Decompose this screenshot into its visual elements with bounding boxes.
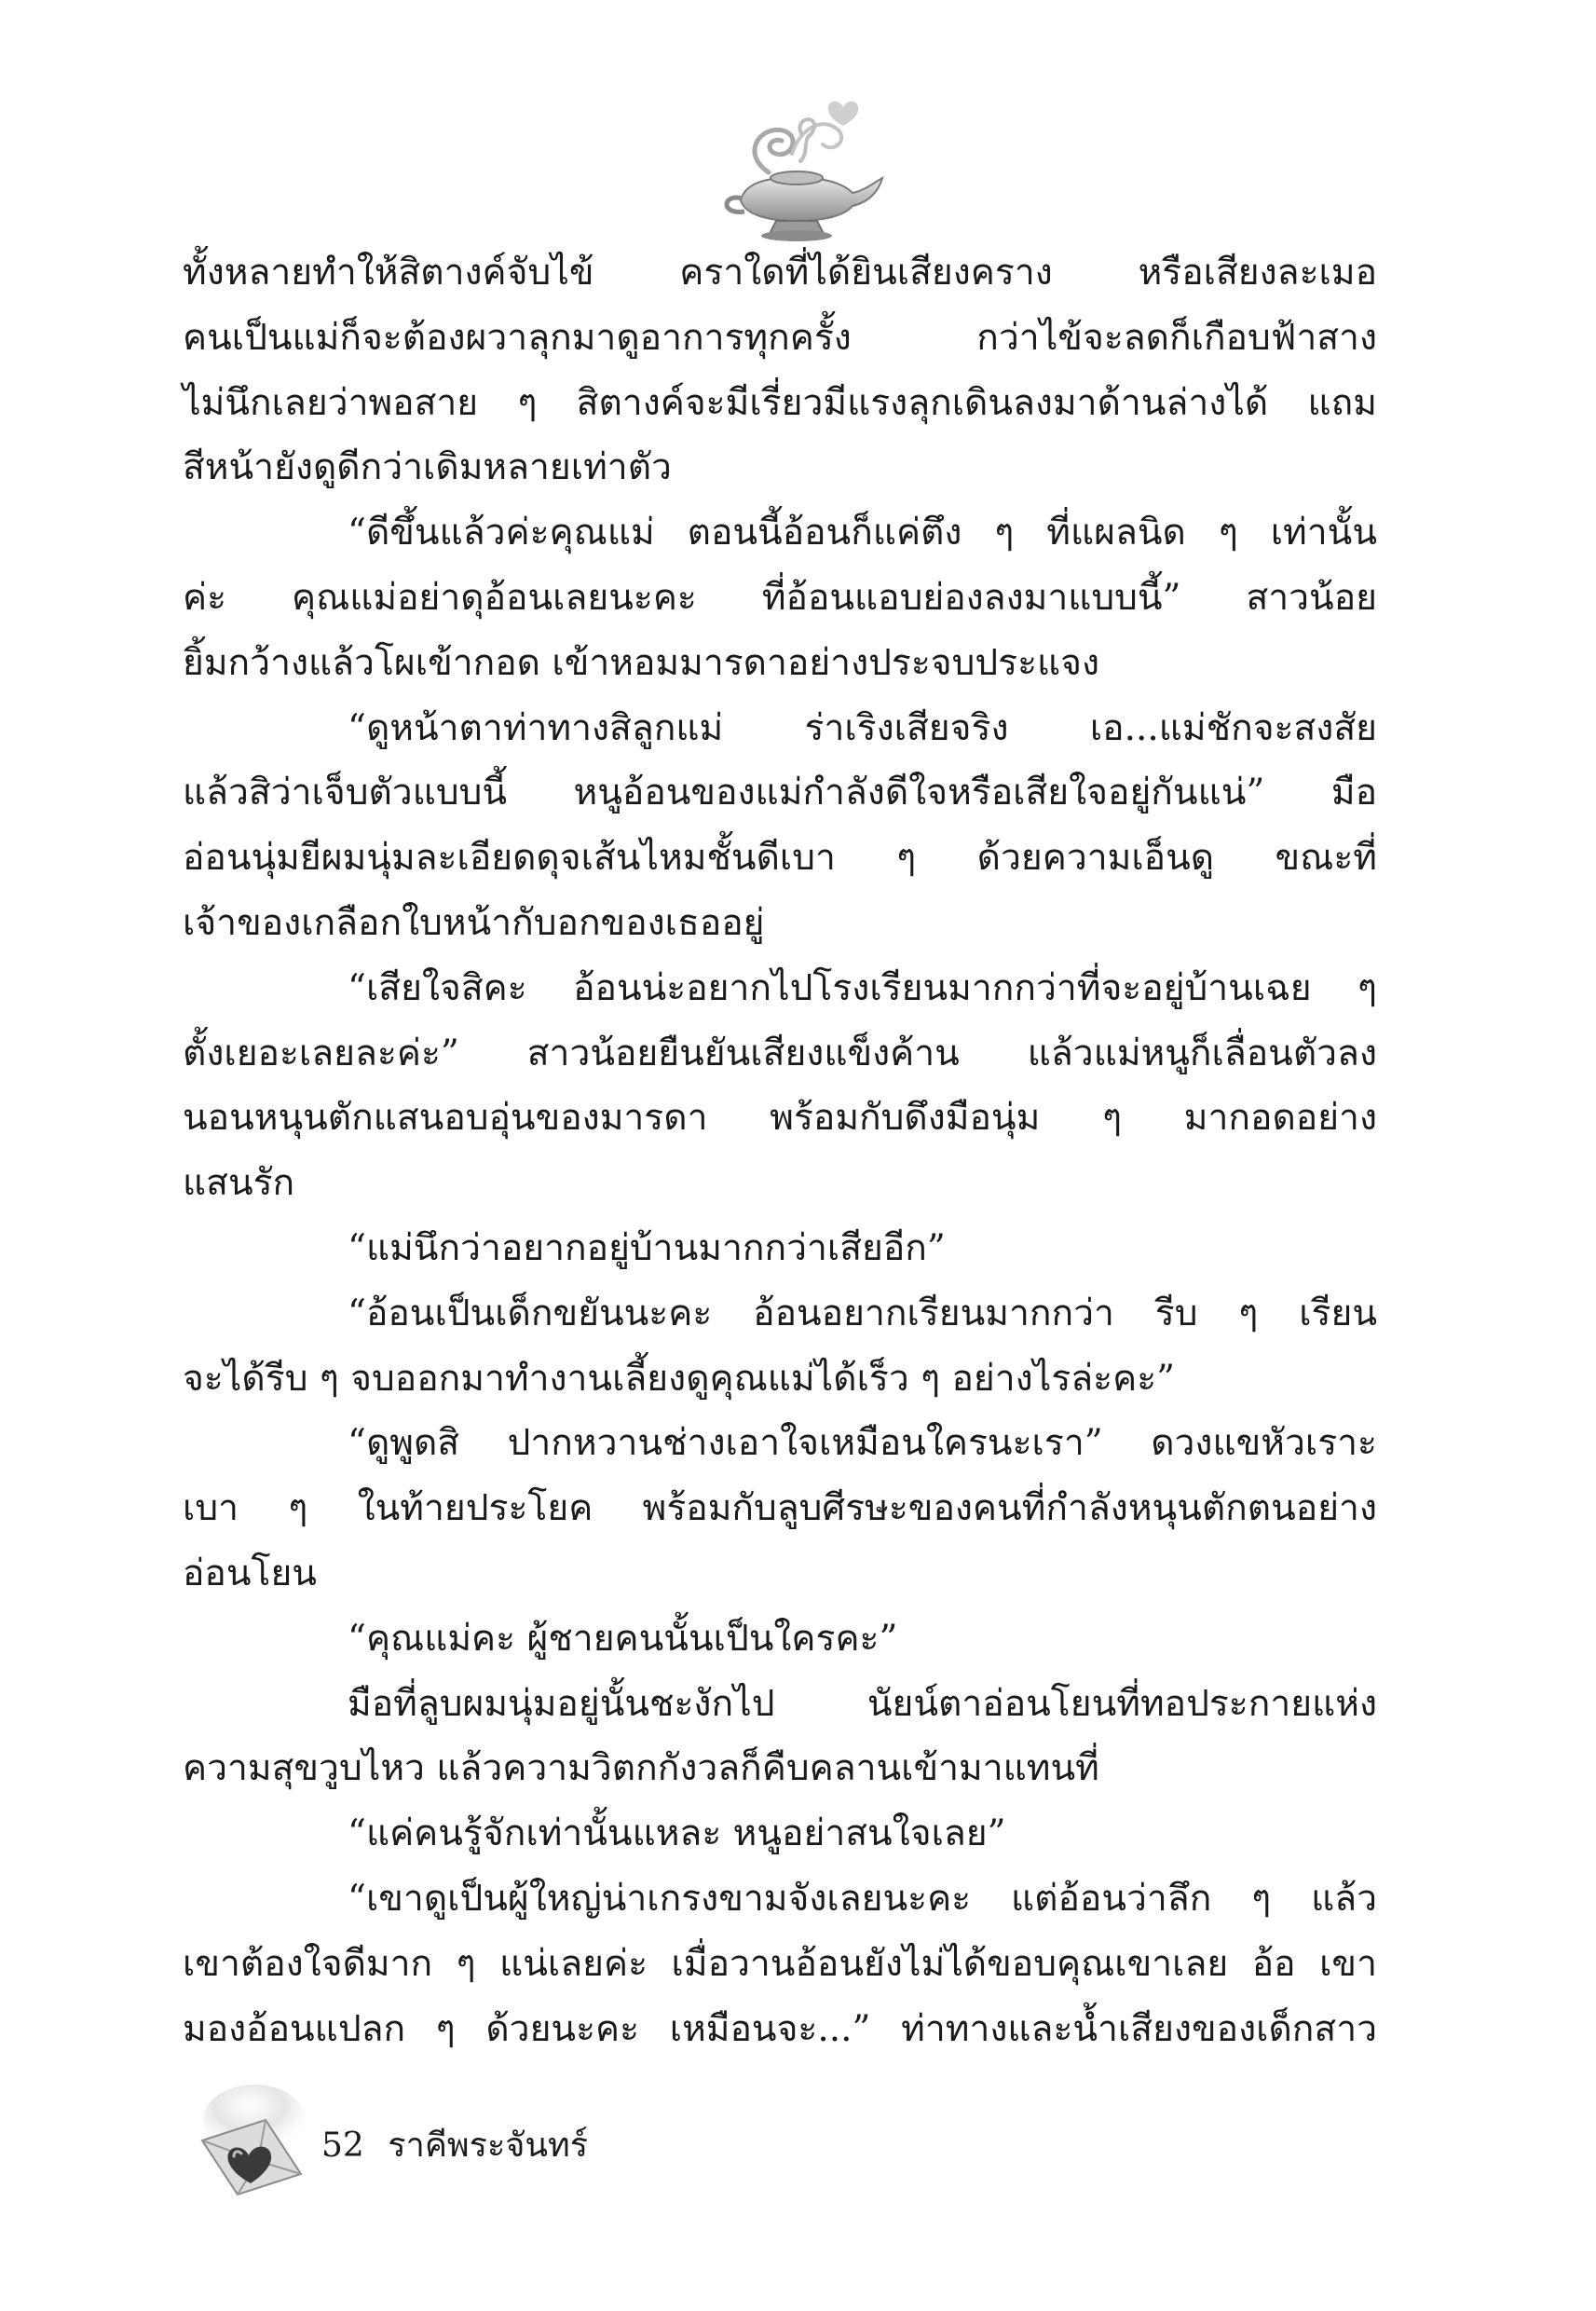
text-line: “ดูหน้าตาท่าทางสิลูกแม่ ร่าเริงเสียจริง เอ...แม่ชักจะสงสัย bbox=[348, 706, 1377, 749]
text-line: สีหน้ายังดูดีกว่าเดิมหลายเท่าตัว bbox=[183, 446, 672, 489]
text-line: ความสุขวูบไหว แล้วความวิตกกังวลก็คืบคลานเข้ามาแทนที่ bbox=[183, 1747, 1099, 1790]
book-title: ราคีพระจันทร์ bbox=[388, 2126, 589, 2165]
text-line: “เขาดูเป็นผู้ใหญ่น่าเกรงขามจังเลยนะคะ แต่อ้อนว่าลึก ๆ แล้ว bbox=[348, 1877, 1377, 1920]
text-line: ค่ะ คุณแม่อย่าดุอ้อนเลยนะคะ ที่อ้อนแอบย่องลงมาแบบนี้” สาวน้อย bbox=[183, 576, 1377, 619]
text-line: ตั้งเยอะเลยละค่ะ” สาวน้อยยืนยันเสียงแข็งค้าน แล้วแม่หนูก็เลื่อนตัวลง bbox=[183, 1032, 1377, 1074]
page-footer bbox=[191, 2083, 675, 2213]
text-line: ยิ้มกว้างแล้วโผเข้ากอด เข้าหอมมารดาอย่างประจบประแจง bbox=[183, 641, 1100, 684]
text-line: ไม่นึกเลยว่าพอสาย ๆ สิตางค์จะมีเรี่ยวมีแรงลุกเดินลงมาด้านล่างได้ แถม bbox=[183, 381, 1377, 424]
text-line: “ดีขึ้นแล้วค่ะคุณแม่ ตอนนี้อ้อนก็แค่ตึง ๆ ที่แผลนิด ๆ เท่านั้น bbox=[348, 512, 1377, 554]
text-line: แสนรัก bbox=[183, 1162, 295, 1205]
text-line: มือที่ลูบผมนุ่มอยู่นั้นชะงักไป นัยน์ตาอ่อนโยนที่ทอประกายแห่ง bbox=[348, 1682, 1377, 1725]
text-line: เจ้าของเกลือกใบหน้ากับอกของเธออยู่ bbox=[183, 901, 765, 944]
text-line: “เสียใจสิคะ อ้อนน่ะอยากไปโรงเรียนมากกว่าที่จะอยู่บ้านเฉย ๆ bbox=[348, 966, 1377, 1009]
text-line: อ่อนนุ่มยีผมนุ่มละเอียดดุจเส้นไหมชั้นดีเบา ๆ ด้วยความเอ็นดู ขณะที่ bbox=[183, 837, 1377, 880]
heart-envelope-ornament-icon bbox=[191, 2083, 331, 2213]
text-line: “ดูพูดสิ ปากหวานช่างเอาใจเหมือนใครนะเรา” ดวงแขหัวเราะ bbox=[348, 1422, 1377, 1465]
page-number: 52 bbox=[321, 2126, 364, 2165]
text-line: เบา ๆ ในท้ายประโยค พร้อมกับลูบศีรษะของคนที่กำลังหนุนตักตนอย่าง bbox=[183, 1487, 1377, 1530]
text-line: มองอ้อนแปลก ๆ ด้วยนะคะ เหมือนจะ...” ท่าทางและน้ำเสียงของเด็กสาว bbox=[183, 2007, 1377, 2050]
text-line: คนเป็นแม่ก็จะต้องผวาลุกมาดูอาการทุกครั้ง กว่าไข้จะลดก็เกือบฟ้าสาง bbox=[183, 316, 1377, 359]
text-line: จะได้รีบ ๆ จบออกมาทำงานเลี้ยงดูคุณแม่ได้เร็ว ๆ อย่างไรล่ะคะ” bbox=[183, 1357, 1176, 1400]
text-line: เขาต้องใจดีมาก ๆ แน่เลยค่ะ เมื่อวานอ้อนยังไม่ได้ขอบคุณเขาเลย อ้อ เขา bbox=[183, 1942, 1377, 1985]
text-line: “อ้อนเป็นเด็กขยันนะคะ อ้อนอยากเรียนมากกว่า รีบ ๆ เรียน bbox=[348, 1292, 1377, 1334]
text-line: อ่อนโยน bbox=[183, 1552, 317, 1594]
body-text bbox=[183, 240, 1377, 2061]
genie-lamp-ornament-icon bbox=[703, 89, 890, 247]
text-line: นอนหนุนตักแสนอบอุ่นของมารดา พร้อมกับดึงมือนุ่ม ๆ มากอดอย่าง bbox=[183, 1097, 1377, 1140]
text-line: แล้วสิว่าเจ็บตัวแบบนี้ หนูอ้อนของแม่กำลังดีใจหรือเสียใจอยู่กันแน่” มือ bbox=[183, 772, 1377, 814]
text-line: ทั้งหลายทำให้สิตางค์จับไข้ คราใดที่ได้ยินเสียงคราง หรือเสียงละเมอ bbox=[183, 252, 1377, 294]
text-line: “แค่คนรู้จักเท่านั้นแหละ หนูอย่าสนใจเลย” bbox=[348, 1812, 1006, 1855]
text-line: “แม่นึกว่าอยากอยู่บ้านมากกว่าเสียอีก” bbox=[348, 1226, 946, 1269]
text-line: “คุณแม่คะ ผู้ชายคนนั้นเป็นใครคะ” bbox=[348, 1617, 898, 1660]
